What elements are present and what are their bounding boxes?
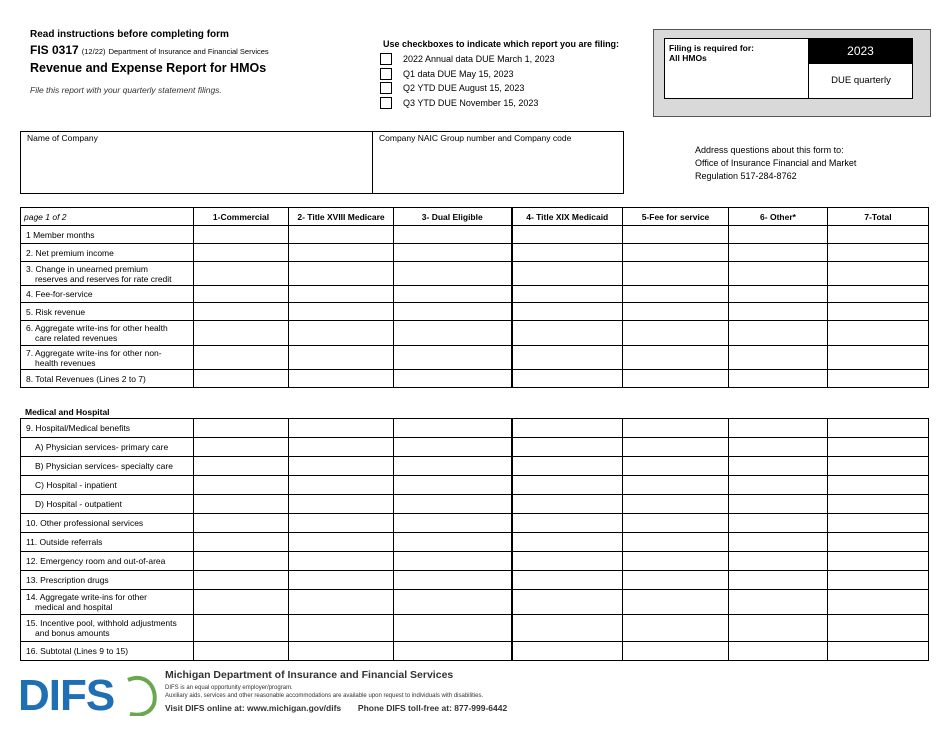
checkbox-q1[interactable] <box>380 67 514 81</box>
footer-org: Michigan Department of Insurance and Financial Services <box>165 669 454 681</box>
data-cell[interactable] <box>623 370 729 388</box>
data-cell[interactable] <box>394 533 512 552</box>
company-name-field[interactable] <box>21 144 371 193</box>
data-cell[interactable] <box>394 286 512 303</box>
checkbox-box[interactable] <box>380 97 392 109</box>
row-label-line: care related revenues <box>35 333 118 343</box>
data-cell[interactable] <box>623 457 729 476</box>
data-cell[interactable] <box>394 615 512 642</box>
data-cell[interactable] <box>623 642 729 661</box>
table-row <box>21 244 929 262</box>
form-id <box>30 43 269 57</box>
data-cell[interactable] <box>394 457 512 476</box>
data-cell[interactable] <box>194 262 289 286</box>
data-cell[interactable] <box>194 476 289 495</box>
row-label-line: 4. Fee-for-service <box>26 289 93 299</box>
data-cell[interactable] <box>828 642 929 661</box>
data-cell[interactable] <box>512 476 623 495</box>
checkbox-box[interactable] <box>380 68 392 80</box>
row-label-line: health revenues <box>35 357 96 368</box>
row-label-line: D) Hospital - outpatient <box>35 499 122 509</box>
row-label-line: C) Hospital - inpatient <box>35 480 117 490</box>
row-label-line: medical and hospital <box>35 602 113 612</box>
data-cell[interactable] <box>828 244 929 262</box>
row-label-line: 8. Total Revenues (Lines 2 to 7) <box>26 373 146 384</box>
row-label-line: and bonus amounts <box>35 628 110 638</box>
data-cell[interactable] <box>194 286 289 303</box>
data-cell[interactable] <box>828 590 929 615</box>
data-cell[interactable] <box>394 476 512 495</box>
data-cell[interactable] <box>729 262 828 286</box>
footer-aids: Auxiliary aids, services and other reasonable accommodations are available upon request to individuals with disabilities. <box>165 693 484 699</box>
data-cell[interactable] <box>512 303 623 321</box>
row-label <box>21 262 194 286</box>
data-cell[interactable] <box>194 321 289 346</box>
data-cell[interactable] <box>194 552 289 571</box>
data-cell[interactable] <box>394 495 512 514</box>
footer-contact <box>165 703 507 713</box>
checkbox-annual[interactable] <box>380 52 555 66</box>
address-line: Regulation 517-284-8762 <box>695 171 797 181</box>
data-cell[interactable] <box>828 495 929 514</box>
row-label-line: 7. Aggregate write-ins for other non- <box>26 347 162 358</box>
data-cell[interactable] <box>194 244 289 262</box>
data-cell[interactable] <box>394 321 512 346</box>
data-cell[interactable] <box>828 262 929 286</box>
row-label <box>21 457 194 476</box>
data-cell[interactable] <box>194 419 289 438</box>
checkbox-box[interactable] <box>380 53 392 65</box>
data-cell[interactable] <box>394 571 512 590</box>
row-label <box>21 370 194 388</box>
data-cell[interactable] <box>828 438 929 457</box>
data-cell[interactable] <box>623 533 729 552</box>
data-cell[interactable] <box>729 514 828 533</box>
table-row <box>21 286 929 303</box>
data-cell[interactable] <box>194 495 289 514</box>
data-cell[interactable] <box>623 571 729 590</box>
data-cell[interactable] <box>623 552 729 571</box>
naic-field[interactable] <box>373 144 623 193</box>
data-cell[interactable] <box>289 321 394 346</box>
row-label <box>21 476 194 495</box>
data-cell[interactable] <box>289 615 394 642</box>
data-cell[interactable] <box>512 571 623 590</box>
page-title: Revenue and Expense Report for HMOs <box>30 61 267 75</box>
row-label-line: 3. Change in unearned premium <box>26 263 148 274</box>
data-cell[interactable] <box>512 370 623 388</box>
data-cell[interactable] <box>394 438 512 457</box>
data-cell[interactable] <box>828 533 929 552</box>
department-name: Department of Insurance and Financial Services <box>108 47 269 56</box>
data-cell[interactable] <box>289 438 394 457</box>
data-cell[interactable] <box>512 262 623 286</box>
row-label <box>21 642 194 661</box>
logo-text: DIFS <box>18 671 115 716</box>
data-cell[interactable] <box>512 346 623 370</box>
column-header: 6- Other* <box>729 208 828 226</box>
data-cell[interactable] <box>729 226 828 244</box>
row-label <box>21 438 194 457</box>
data-cell[interactable] <box>623 476 729 495</box>
data-cell[interactable] <box>828 303 929 321</box>
row-label-line: 16. Subtotal (Lines 9 to 15) <box>26 646 129 656</box>
table-row <box>21 552 929 571</box>
data-cell[interactable] <box>194 571 289 590</box>
data-cell[interactable] <box>289 552 394 571</box>
data-cell[interactable] <box>289 346 394 370</box>
filing-note: File this report with your quarterly statement filings. <box>30 85 222 95</box>
row-label-line: 14. Aggregate write-ins for other <box>26 592 147 602</box>
company-name-label: Name of Company <box>27 133 98 143</box>
data-cell[interactable] <box>512 286 623 303</box>
row-label <box>21 286 194 303</box>
data-cell[interactable] <box>394 303 512 321</box>
data-cell[interactable] <box>623 262 729 286</box>
data-cell[interactable] <box>729 476 828 495</box>
data-cell[interactable] <box>289 457 394 476</box>
data-cell[interactable] <box>394 419 512 438</box>
data-cell[interactable] <box>828 346 929 370</box>
data-cell[interactable] <box>729 370 828 388</box>
row-label <box>21 321 194 346</box>
table-row <box>21 590 929 615</box>
data-cell[interactable] <box>512 615 623 642</box>
checkbox-label: 2022 Annual data DUE March 1, 2023 <box>403 54 555 64</box>
row-label <box>21 303 194 321</box>
data-cell[interactable] <box>194 438 289 457</box>
checkbox-q3[interactable] <box>380 96 538 110</box>
data-cell[interactable] <box>512 226 623 244</box>
table-row <box>21 346 929 370</box>
data-cell[interactable] <box>623 495 729 514</box>
row-label <box>21 244 194 262</box>
data-cell[interactable] <box>394 370 512 388</box>
data-cell[interactable] <box>729 321 828 346</box>
row-label-line: reserves and reserves for rate credit <box>35 273 172 284</box>
table-row <box>21 438 929 457</box>
data-cell[interactable] <box>289 244 394 262</box>
data-cell[interactable] <box>394 590 512 615</box>
row-label-line: A) Physician services- primary care <box>35 442 169 452</box>
data-cell[interactable] <box>729 642 828 661</box>
row-label-line: 15. Incentive pool, withhold adjustments <box>26 618 177 628</box>
data-cell[interactable] <box>394 552 512 571</box>
data-cell[interactable] <box>289 262 394 286</box>
checkbox-box[interactable] <box>380 82 392 94</box>
data-cell[interactable] <box>194 615 289 642</box>
data-cell[interactable] <box>729 590 828 615</box>
data-cell[interactable] <box>828 419 929 438</box>
data-cell[interactable] <box>828 370 929 388</box>
filing-due: DUE quarterly <box>808 64 913 99</box>
data-cell[interactable] <box>289 514 394 533</box>
data-cell[interactable] <box>194 303 289 321</box>
table-row <box>21 321 929 346</box>
row-label <box>21 346 194 370</box>
form-date: (12/22) <box>81 47 106 56</box>
data-cell[interactable] <box>289 590 394 615</box>
data-cell[interactable] <box>512 495 623 514</box>
data-cell[interactable] <box>828 286 929 303</box>
data-cell[interactable] <box>512 642 623 661</box>
data-cell[interactable] <box>289 303 394 321</box>
data-cell[interactable] <box>194 346 289 370</box>
column-header: 2- Title XVIII Medicare <box>289 208 394 226</box>
data-cell[interactable] <box>194 642 289 661</box>
data-cell[interactable] <box>194 514 289 533</box>
footer-eeo: DIFS is an equal opportunity employer/program. <box>165 685 293 691</box>
column-header: 4- Title XIX Medicaid <box>512 208 623 226</box>
data-cell[interactable] <box>512 419 623 438</box>
data-cell[interactable] <box>394 642 512 661</box>
data-cell[interactable] <box>623 514 729 533</box>
filing-year: 2023 <box>808 38 913 64</box>
data-cell[interactable] <box>623 226 729 244</box>
data-cell[interactable] <box>729 571 828 590</box>
data-cell[interactable] <box>512 590 623 615</box>
medical-table <box>20 418 929 661</box>
data-cell[interactable] <box>289 286 394 303</box>
table-row <box>21 457 929 476</box>
row-label <box>21 226 194 244</box>
data-cell[interactable] <box>512 552 623 571</box>
data-cell[interactable] <box>729 303 828 321</box>
row-label-line: 2. Net premium income <box>26 247 114 258</box>
data-cell[interactable] <box>289 533 394 552</box>
data-cell[interactable] <box>194 226 289 244</box>
data-cell[interactable] <box>289 226 394 244</box>
data-cell[interactable] <box>729 286 828 303</box>
data-cell[interactable] <box>512 244 623 262</box>
page-indicator: page 1 of 2 <box>21 208 194 226</box>
row-label <box>21 571 194 590</box>
address-block <box>695 144 856 183</box>
filing-required <box>669 43 754 63</box>
row-label-line: B) Physician services- specialty care <box>35 461 173 471</box>
row-label-line: 5. Risk revenue <box>26 306 86 317</box>
data-cell[interactable] <box>623 286 729 303</box>
data-cell[interactable] <box>394 262 512 286</box>
read-instructions: Read instructions before completing form <box>30 29 229 40</box>
form-number: FIS 0317 <box>30 43 79 57</box>
checkbox-label: Q1 data DUE May 15, 2023 <box>403 69 514 79</box>
naic-label: Company NAIC Group number and Company code <box>379 133 572 143</box>
table-row <box>21 370 929 388</box>
data-cell[interactable] <box>828 476 929 495</box>
data-cell[interactable] <box>623 615 729 642</box>
row-label <box>21 514 194 533</box>
data-cell[interactable] <box>623 321 729 346</box>
column-header: 5-Fee for service <box>623 208 729 226</box>
data-cell[interactable] <box>512 514 623 533</box>
data-cell[interactable] <box>729 552 828 571</box>
data-cell[interactable] <box>828 514 929 533</box>
data-cell[interactable] <box>828 457 929 476</box>
data-cell[interactable] <box>512 533 623 552</box>
data-cell[interactable] <box>729 346 828 370</box>
table-row <box>21 419 929 438</box>
row-label <box>21 495 194 514</box>
table-row <box>21 571 929 590</box>
data-cell[interactable] <box>194 590 289 615</box>
data-cell[interactable] <box>194 533 289 552</box>
data-cell[interactable] <box>394 226 512 244</box>
footer-visit: Visit DIFS online at: www.michigan.gov/difs <box>165 703 342 713</box>
row-label <box>21 552 194 571</box>
checkbox-label: Q2 YTD DUE August 15, 2023 <box>403 83 525 93</box>
table-row <box>21 262 929 286</box>
table-row <box>21 495 929 514</box>
row-label-line: 6. Aggregate write-ins for other health <box>26 323 168 333</box>
checkbox-label: Q3 YTD DUE November 15, 2023 <box>403 98 539 108</box>
filing-required-label: Filing is required for: <box>669 43 755 53</box>
data-cell[interactable] <box>289 419 394 438</box>
data-cell[interactable] <box>623 590 729 615</box>
row-label-line: 10. Other professional services <box>26 518 144 528</box>
row-label-line: 9. Hospital/Medical benefits <box>26 423 130 433</box>
logo-swoosh <box>128 678 155 715</box>
revenue-table <box>20 207 929 388</box>
checkbox-q2[interactable] <box>380 81 524 95</box>
data-cell[interactable] <box>729 533 828 552</box>
data-cell[interactable] <box>289 370 394 388</box>
row-label <box>21 615 194 642</box>
data-cell[interactable] <box>289 495 394 514</box>
data-cell[interactable] <box>623 419 729 438</box>
data-cell[interactable] <box>729 419 828 438</box>
data-cell[interactable] <box>828 615 929 642</box>
row-label <box>21 419 194 438</box>
data-cell[interactable] <box>828 552 929 571</box>
row-label <box>21 533 194 552</box>
data-cell[interactable] <box>289 642 394 661</box>
data-cell[interactable] <box>729 495 828 514</box>
difs-logo <box>18 668 158 716</box>
data-cell[interactable] <box>729 438 828 457</box>
data-cell[interactable] <box>512 321 623 346</box>
data-cell[interactable] <box>623 303 729 321</box>
data-cell[interactable] <box>512 438 623 457</box>
footer-phone: Phone DIFS toll-free at: 877-999-6442 <box>357 703 508 713</box>
row-label-line: 12. Emergency room and out-of-area <box>26 556 166 566</box>
column-header: 7-Total <box>828 208 929 226</box>
data-cell[interactable] <box>828 226 929 244</box>
data-cell[interactable] <box>828 571 929 590</box>
table-row <box>21 476 929 495</box>
data-cell[interactable] <box>194 457 289 476</box>
table-row <box>21 303 929 321</box>
data-cell[interactable] <box>729 244 828 262</box>
data-cell[interactable] <box>394 244 512 262</box>
data-cell[interactable] <box>623 244 729 262</box>
row-label-line: 11. Outside referrals <box>26 537 103 547</box>
filing-required-value: All HMOs <box>669 53 707 63</box>
column-header: 3- Dual Eligible <box>394 208 512 226</box>
data-cell[interactable] <box>194 370 289 388</box>
table-row <box>21 514 929 533</box>
address-line: Office of Insurance Financial and Market <box>695 158 857 168</box>
column-header: 1-Commercial <box>194 208 289 226</box>
data-cell[interactable] <box>394 514 512 533</box>
data-cell[interactable] <box>623 438 729 457</box>
table-row <box>21 615 929 642</box>
row-label-line: 13. Prescription drugs <box>26 575 109 585</box>
data-cell[interactable] <box>512 457 623 476</box>
address-line: Address questions about this form to: <box>695 145 844 155</box>
table-row <box>21 226 929 244</box>
data-cell[interactable] <box>289 476 394 495</box>
data-cell[interactable] <box>729 615 828 642</box>
row-label <box>21 590 194 615</box>
data-cell[interactable] <box>289 571 394 590</box>
row-label-line: 1 Member months <box>26 229 95 240</box>
table-row <box>21 533 929 552</box>
data-cell[interactable] <box>623 346 729 370</box>
data-cell[interactable] <box>394 346 512 370</box>
checkbox-instructions: Use checkboxes to indicate which report you are filing: <box>383 39 620 49</box>
data-cell[interactable] <box>828 321 929 346</box>
table-row <box>21 642 929 661</box>
section-title: Medical and Hospital <box>25 407 110 417</box>
data-cell[interactable] <box>729 457 828 476</box>
